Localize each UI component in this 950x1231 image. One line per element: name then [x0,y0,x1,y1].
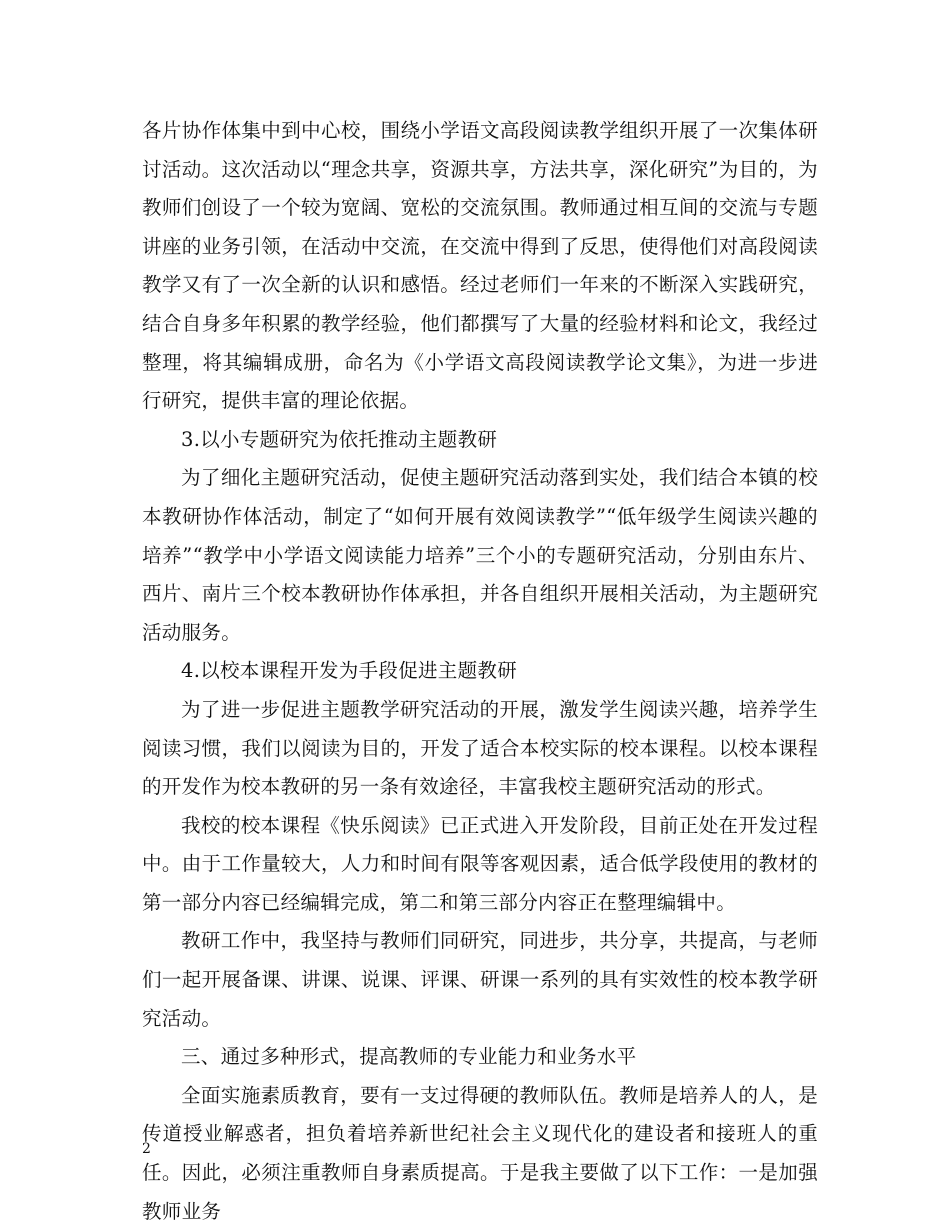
paragraph-5: 教研工作中，我坚持与教师们同研究，同进步，共分享，共提高，与老师们一起开展备课、讲课、说课、评课、研课一系列的具有实效性的校本教学研究活动。 [142,929,818,1030]
body-text [142,112,818,1231]
paragraph-2: 为了细化主题研究活动，促使主题研究活动落到实处，我们结合本镇的校本教研协作体活动，制定了“如何开展有效阅读教学”“低年级学生阅读兴趣的培养”“教学中小学语文阅读能力培养”三个小的专题研究活动，分别由东片、西片、南片三个校本教研协作体承担，并各自组织开展相关活动，为主题研究活动服务。 [142,466,818,644]
section-heading-3: 3.以小专题研究为依托推动主题教研 [181,427,498,451]
paragraph-6: 全面实施素质教育，要有一支过得硬的教师队伍。教师是培养人的人，是传道授业解惑者，担负着培养新世纪社会主义现代化的建设者和接班人的重任。因此，必须注重教师自身素质提高。于是我主要做了以下工作：一是加强教师业务 [142,1083,818,1223]
paragraph-4: 我校的校本课程《快乐阅读》已正式进入开发阶段，目前正处在开发过程中。由于工作量较大，人力和时间有限等客观因素，适合低学段使用的教材的第一部分内容已经编辑完成，第二和第三部分内容正在整理编辑中。 [142,813,818,914]
paragraph-1: 各片协作体集中到中心校，围绕小学语文高段阅读教学组织开展了一次集体研讨活动。这次活动以“理念共享，资源共享，方法共享，深化研究”为目的，为教师们创设了一个较为宽阔、宽松的交流氛围。教师通过相互间的交流与专题讲座的业务引领，在活动中交流，在交流中得到了反思，使得他们对高段阅读教学又有了一次全新的认识和感悟。经过老师们一年来的不断深入实践研究，结合自身多年积累的教学经验，他们都撰写了大量的经验材料和论文，我经过整理，将其编辑成册，命名为《小学语文高段阅读教学论文集》，为进一步进行研究，提供丰富的理论依据。 [142,119,818,413]
paragraph-3: 为了进一步促进主题教学研究活动的开展，激发学生阅读兴趣，培养学生阅读习惯，我们以阅读为目的，开发了适合本校实际的校本课程。以校本课程的开发作为校本教研的另一条有效途径，丰富我校主题研究活动的形式。 [142,697,818,799]
page-number: 2 [142,1141,151,1157]
section-heading-4: 4.以校本课程开发为手段促进主题教研 [181,659,518,683]
section-heading-three: 三、通过多种形式，提高教师的专业能力和业务水平 [181,1045,637,1069]
